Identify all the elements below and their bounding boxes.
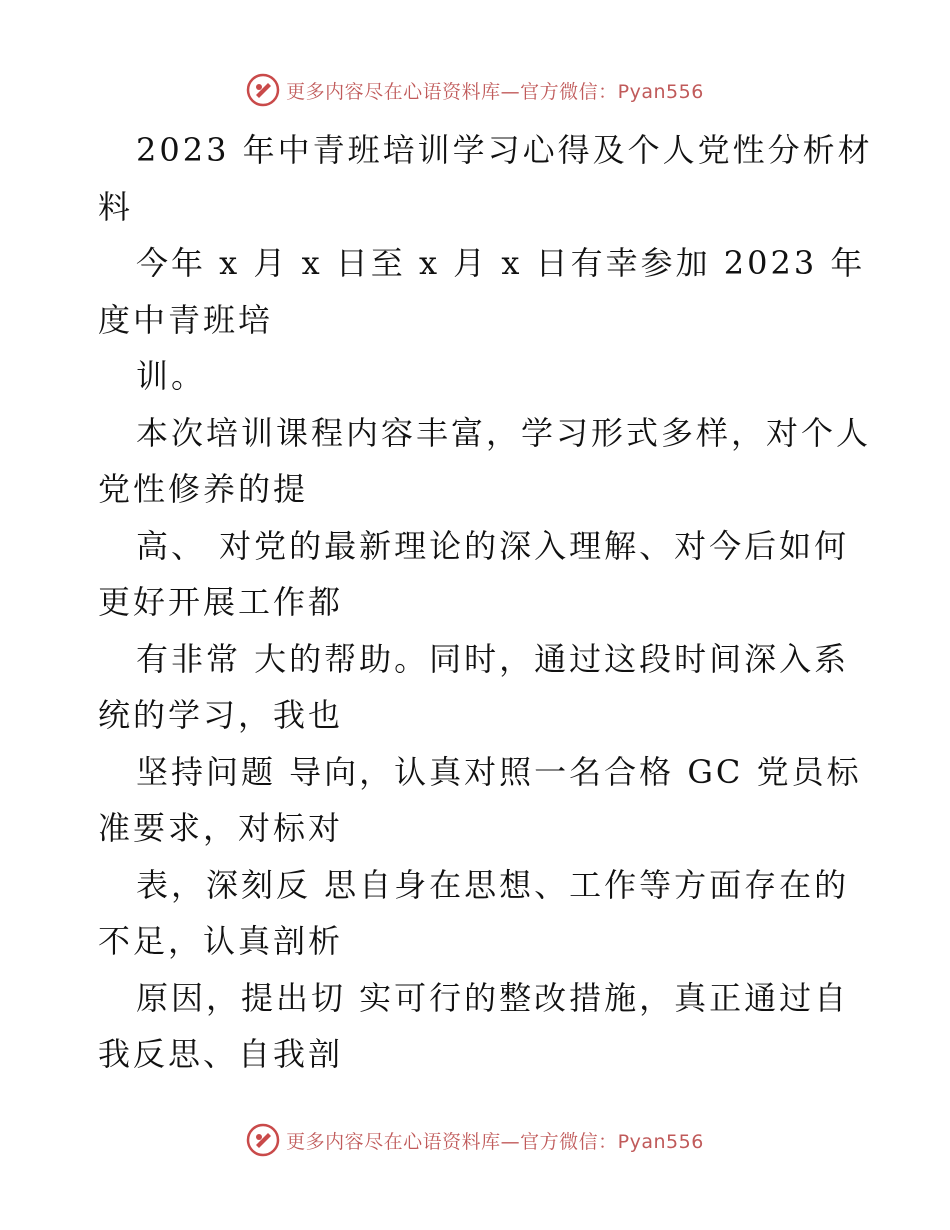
logo-icon [246, 1123, 280, 1157]
paragraph-line: 坚持问题 导向，认真对照一名合格 GC 党员标 [136, 752, 862, 791]
paragraph-line: 表，深刻反 思自身在思想、工作等方面存在的 [136, 865, 850, 904]
paragraph-line: 党性修养的提 [98, 470, 309, 508]
document-body [98, 122, 873, 1083]
paragraph-line: 不足，认真剖析 [98, 922, 344, 960]
paragraph-line: 准要求，对标对 [98, 809, 344, 847]
paragraph-line: 料 [98, 187, 134, 226]
paragraph-line: 高、 对党的最新理论的深入理解、对今后如何 [136, 526, 850, 565]
watermark-text: 更多内容尽在心语资料库—官方微信：Pyan556 [286, 1130, 704, 1153]
paragraph-line: 统的学习，我也 [98, 696, 344, 734]
paragraph-line: 原因，提出切 实可行的整改措施，真正通过自 [136, 978, 850, 1017]
paragraph-line: 更好开展工作都 [98, 583, 344, 621]
paragraph-line: 度中青班培 [98, 300, 274, 339]
watermark-footer [0, 1120, 950, 1160]
logo-icon [246, 73, 280, 107]
watermark-text: 更多内容尽在心语资料库—官方微信：Pyan556 [286, 80, 704, 103]
watermark-header [0, 70, 950, 110]
paragraph-line: 训。 [136, 357, 207, 395]
paragraph-line: 今年 x 月 x 日至 x 月 x 日有幸参加 2023 年 [136, 244, 866, 282]
paragraph-line: 2023 年中青班培训学习心得及个人党性分析材 [136, 131, 873, 169]
paragraph-line: 本次培训课程内容丰富，学习形式多样，对个人 [136, 413, 872, 452]
paragraph-line: 我反思、自我剖 [98, 1035, 344, 1073]
paragraph-line: 有非常 大的帮助。同时，通过这段时间深入系 [136, 639, 850, 678]
